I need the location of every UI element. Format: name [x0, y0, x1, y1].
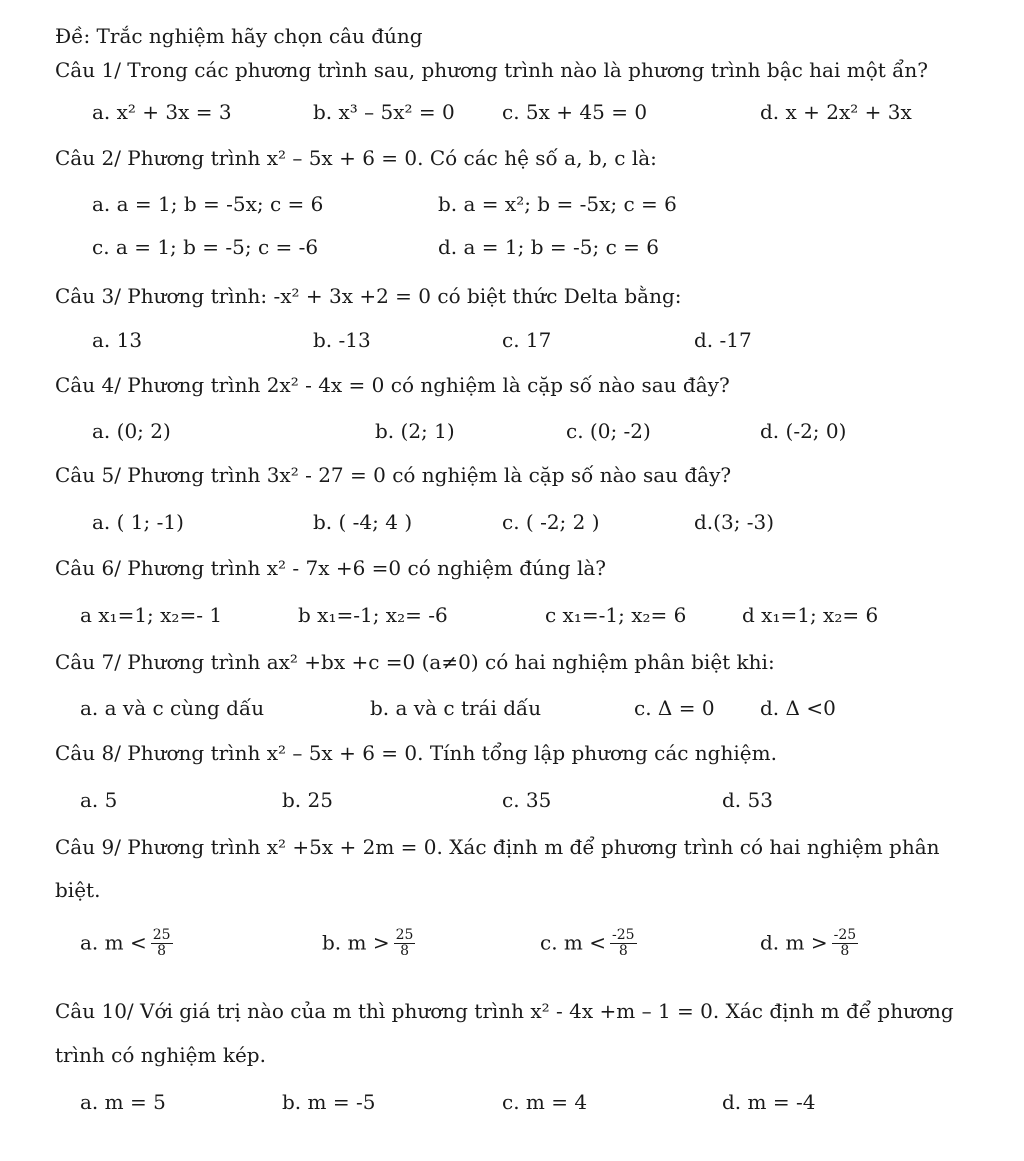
q3-option-c: c. 17 — [502, 328, 552, 352]
q6-option-a: a x₁=1; x₂=- 1 — [80, 603, 223, 627]
q4-option-a: a. (0; 2) — [92, 419, 171, 443]
q7-option-d: d. Δ <0 — [760, 696, 836, 720]
fraction: $\frac{-25}{8}$ — [612, 927, 635, 960]
q9-option-d: d. m > $\frac{-25}{8}$ — [760, 927, 857, 960]
question-10-text-cont: trình có nghiệm kép. — [55, 1043, 266, 1067]
question-9-text: Câu 9/ Phương trình x² +5x + 2m = 0. Xác định m để phương trình có hai nghiệm phân — [55, 835, 940, 859]
q6-option-b: b x₁=-1; x₂= -6 — [298, 603, 448, 627]
q9-option-c: c. m < $\frac{-25}{8}$ — [540, 927, 635, 960]
question-8-text: Câu 8/ Phương trình x² – 5x + 6 = 0. Tính tổng lập phương các nghiệm. — [55, 741, 777, 765]
question-1-text: Câu 1/ Trong các phương trình sau, phương trình nào là phương trình bậc hai một ẩn? — [55, 58, 928, 82]
question-5-text: Câu 5/ Phương trình 3x² - 27 = 0 có nghiệm là cặp số nào sau đây? — [55, 463, 732, 487]
q2-option-b: b. a = x²; b = -5x; c = 6 — [438, 192, 677, 216]
worksheet-title: Đề: Trắc nghiệm hãy chọn câu đúng — [55, 24, 423, 48]
q4-option-b: b. (2; 1) — [375, 419, 455, 443]
q7-option-b: b. a và c trái dấu — [370, 696, 542, 720]
q4-option-c: c. (0; -2) — [566, 419, 651, 443]
question-4-text: Câu 4/ Phương trình 2x² - 4x = 0 có nghiệm là cặp số nào sau đây? — [55, 373, 730, 397]
q3-option-d: d. -17 — [694, 328, 752, 352]
q10-option-a: a. m = 5 — [80, 1090, 166, 1114]
question-7-text: Câu 7/ Phương trình ax² +bx +c =0 (a≠0) có hai nghiệm phân biệt khi: — [55, 650, 775, 674]
q1-option-c: c. 5x + 45 = 0 — [502, 100, 648, 124]
q6-option-c: c x₁=-1; x₂= 6 — [545, 603, 687, 627]
q5-option-d: d.(3; -3) — [694, 510, 775, 534]
q6-option-d: d x₁=1; x₂= 6 — [742, 603, 879, 627]
question-9-text-cont: biệt. — [55, 878, 101, 902]
q1-option-b: b. x³ – 5x² = 0 — [313, 100, 455, 124]
q7-option-a: a. a và c cùng dấu — [80, 696, 265, 720]
fraction: $\frac{25}{8}$ — [395, 927, 414, 960]
q2-option-c: c. a = 1; b = -5; c = -6 — [92, 235, 319, 259]
q5-option-b: b. ( -4; 4 ) — [313, 510, 413, 534]
q3-option-a: a. 13 — [92, 328, 143, 352]
q7-option-c: c. Δ = 0 — [634, 696, 715, 720]
q8-option-c: c. 35 — [502, 788, 552, 812]
q9-option-a: a. m < $\frac{25}{8}$ — [80, 927, 171, 960]
q10-option-b: b. m = -5 — [282, 1090, 376, 1114]
question-3-text: Câu 3/ Phương trình: -x² + 3x +2 = 0 có biệt thức Delta bằng: — [55, 284, 682, 308]
q10-option-d: d. m = -4 — [722, 1090, 816, 1114]
q1-option-d: d. x + 2x² + 3x — [760, 100, 912, 124]
q5-option-c: c. ( -2; 2 ) — [502, 510, 600, 534]
q2-option-a: a. a = 1; b = -5x; c = 6 — [92, 192, 324, 216]
q9-option-b: b. m > $\frac{25}{8}$ — [322, 927, 414, 960]
fraction: $\frac{-25}{8}$ — [833, 927, 857, 960]
question-6-text: Câu 6/ Phương trình x² - 7x +6 =0 có nghiệm đúng là? — [55, 556, 606, 580]
q1-option-a: a. x² + 3x = 3 — [92, 100, 232, 124]
q8-option-a: a. 5 — [80, 788, 118, 812]
q8-option-d: d. 53 — [722, 788, 773, 812]
q4-option-d: d. (-2; 0) — [760, 419, 847, 443]
q10-option-c: c. m = 4 — [502, 1090, 588, 1114]
question-2-text: Câu 2/ Phương trình x² – 5x + 6 = 0. Có các hệ số a, b, c là: — [55, 146, 657, 170]
q3-option-b: b. -13 — [313, 328, 371, 352]
q8-option-b: b. 25 — [282, 788, 333, 812]
q2-option-d: d. a = 1; b = -5; c = 6 — [438, 235, 659, 259]
q5-option-a: a. ( 1; -1) — [92, 510, 184, 534]
fraction: $\frac{25}{8}$ — [152, 927, 171, 960]
question-10-text: Câu 10/ Với giá trị nào của m thì phương trình x² - 4x +m – 1 = 0. Xác định m để phương — [55, 999, 954, 1023]
